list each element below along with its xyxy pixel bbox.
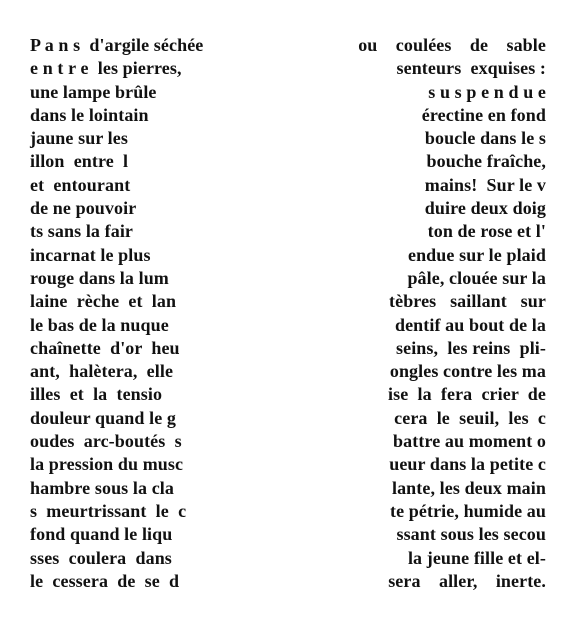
right-line: ton de rose et l' — [427, 221, 546, 242]
left-line: de ne pouvoir — [30, 198, 137, 219]
left-line: laine rèche et lan — [30, 291, 177, 312]
left-line: oudes arc-boutés s — [30, 431, 182, 452]
left-line: dans le lointain — [30, 104, 149, 125]
left-line: jaune sur les — [30, 128, 128, 149]
right-line: senteurs exquises : — [396, 58, 546, 79]
right-line: endue sur le plaid — [407, 244, 546, 265]
right-line: tèbres saillant sur — [389, 291, 546, 312]
right-line: ongles contre les ma — [389, 361, 546, 382]
left-line: fond quand le liqu — [30, 524, 173, 545]
left-line: illon entre l — [30, 151, 129, 172]
left-line: le cessera de se d — [30, 570, 180, 591]
left-line: hambre sous la cla — [30, 477, 174, 498]
left-line: incarnat le plus — [30, 244, 151, 265]
right-line: cera le seuil, les c — [394, 407, 546, 428]
right-line: la jeune fille et el- — [407, 547, 546, 568]
right-line: lante, les deux main — [391, 477, 546, 498]
right-line: bouche fraîche, — [426, 151, 546, 172]
left-line: une lampe brûle — [30, 81, 157, 102]
left-line: ts sans la fair — [30, 221, 134, 242]
right-line: érectine en fond — [421, 104, 546, 125]
left-text-column — [30, 34, 262, 593]
left-line: s meurtrissant le c — [30, 500, 187, 521]
left-line: ant, halètera, elle — [30, 361, 174, 382]
left-line: chaînette d'or heu — [30, 337, 180, 358]
right-line: boucle dans le s — [424, 128, 546, 149]
right-line: s u s p e n d u e — [428, 81, 546, 102]
right-line: ise la fera crier de — [387, 384, 546, 405]
right-line: battre au moment o — [393, 431, 546, 452]
right-line: ssant sous les secou — [396, 524, 546, 545]
right-line: te pétrie, humide au — [390, 500, 546, 521]
left-line: douleur quand le g — [30, 407, 177, 428]
right-text-column — [320, 34, 546, 593]
right-line: seins, les reins pli- — [396, 337, 546, 358]
right-line: duire deux doig — [424, 198, 546, 219]
left-line: et entourant — [30, 174, 131, 195]
right-line: mains! Sur le v — [424, 174, 546, 195]
right-line: pâle, clouée sur la — [407, 267, 546, 288]
left-line: sses coulera dans — [30, 547, 172, 568]
right-line: ou coulées de sable — [358, 35, 546, 55]
left-line: illes et la tensio — [30, 384, 163, 405]
left-line: e n t r e les pierres, — [30, 58, 182, 79]
right-line: ueur dans la petite c — [389, 454, 546, 475]
left-line: P a n s d'argile séchée — [30, 35, 204, 55]
left-line: la pression du musc — [30, 454, 184, 475]
left-line: rouge dans la lum — [30, 267, 169, 288]
right-line: dentif au bout de la — [394, 314, 546, 335]
right-line: sera aller, inerte. — [388, 570, 546, 591]
left-line: le bas de la nuque — [30, 314, 169, 335]
